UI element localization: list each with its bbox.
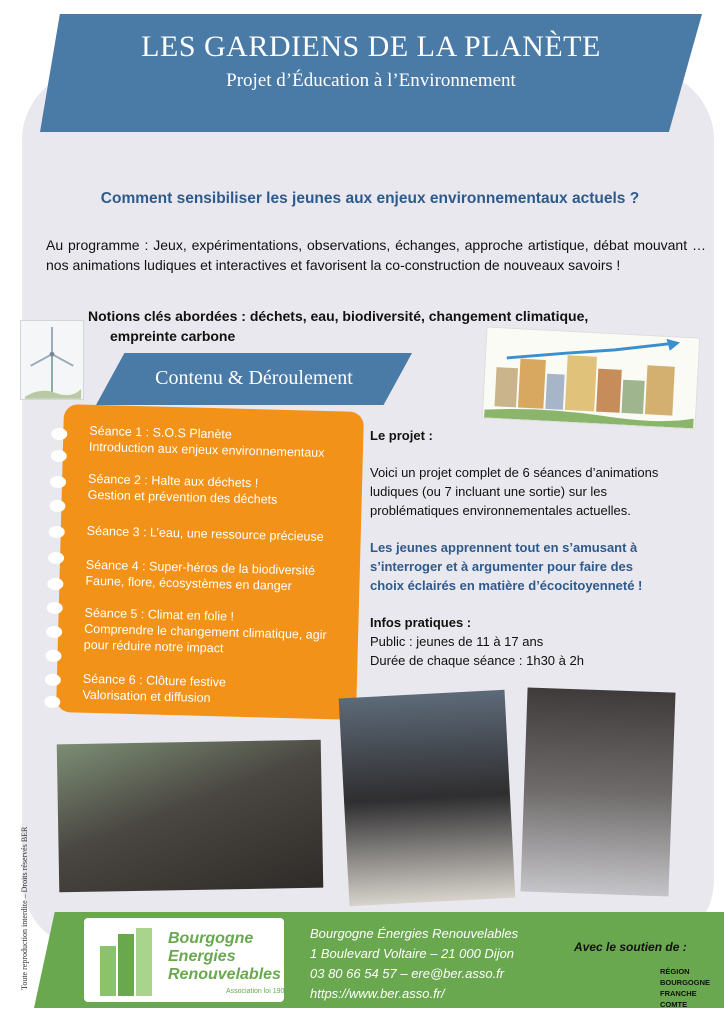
project-info bbox=[370, 426, 670, 670]
session-title: Séance 5 : Climat en folie ! bbox=[84, 605, 235, 624]
session-title: Séance 3 : L’eau, une ressource précieuse bbox=[86, 523, 324, 544]
group-photo bbox=[57, 740, 324, 893]
region-line: COMTE bbox=[660, 1000, 688, 1009]
project-label: Le projet : bbox=[370, 428, 433, 443]
notebook-ring bbox=[50, 476, 66, 488]
sessions-notebook bbox=[56, 404, 364, 720]
session-desc: Comprendre le changement climatique, agir pour réduire notre impact bbox=[83, 621, 327, 656]
experiment-photo bbox=[339, 690, 516, 906]
region-line: RÉGION bbox=[660, 967, 690, 976]
session-title: Séance 1 : S.O.S Planète bbox=[89, 423, 232, 442]
logo-text-line3: Renouvelables bbox=[168, 966, 281, 983]
contact-block bbox=[310, 924, 560, 1004]
public-info: Public : jeunes de 11 à 17 ans bbox=[370, 634, 544, 649]
website-link[interactable]: https://www.ber.asso.fr/ bbox=[310, 986, 445, 1001]
lab-equipment-photo bbox=[520, 687, 675, 896]
city-illustration bbox=[482, 326, 701, 429]
rights-notice: Toute reproduction interdite – Droits réservés BER bbox=[20, 826, 29, 990]
session-item bbox=[89, 423, 358, 462]
notebook-ring bbox=[48, 552, 64, 564]
support-label: Avec le soutien de : bbox=[574, 940, 687, 954]
session-desc: Introduction aux enjeux environnementaux bbox=[88, 439, 325, 460]
notebook-ring bbox=[51, 450, 67, 462]
address: 1 Boulevard Voltaire – 21 000 Dijon bbox=[310, 946, 515, 961]
session-desc: Faune, flore, écosystèmes en danger bbox=[85, 573, 292, 594]
session-item bbox=[88, 471, 357, 510]
project-description: Voici un projet complet de 6 séances d’animations ludiques (ou 7 incluant une sortie) sur les problématiques environnementales actuelles. bbox=[370, 465, 659, 518]
session-title: Séance 4 : Super-héros de la biodiversité bbox=[85, 557, 316, 578]
project-highlight: Les jeunes apprennent tout en s’amusant à s’interroger et à argumenter pour faire des choix éclairés en matière d’écocitoyenneté ! bbox=[370, 540, 643, 593]
notebook-ring bbox=[45, 650, 61, 662]
session-title: Séance 6 : Clôture festive bbox=[82, 671, 227, 690]
duration-info: Durée de chaque séance : 1h30 à 2h bbox=[370, 653, 584, 668]
page-subtitle: Projet d’Éducation à l’Environnement bbox=[226, 70, 516, 91]
ber-logo-mark bbox=[96, 926, 158, 998]
infos-label: Infos pratiques : bbox=[370, 615, 472, 630]
notebook-ring bbox=[51, 428, 67, 440]
phone-email[interactable]: 03 80 66 54 57 – ere@ber.asso.fr bbox=[310, 966, 505, 981]
intro-question: Comment sensibiliser les jeunes aux enjeux environnementaux actuels ? bbox=[100, 190, 640, 207]
notebook-ring bbox=[47, 602, 63, 614]
session-item bbox=[87, 523, 355, 546]
section-heading: Contenu & Déroulement bbox=[155, 367, 353, 389]
notebook-ring bbox=[47, 578, 63, 590]
session-desc: Valorisation et diffusion bbox=[82, 687, 211, 706]
org-name: Bourgogne Énergies Renouvelables bbox=[310, 926, 519, 941]
notebook-ring bbox=[49, 526, 65, 538]
notebook-ring bbox=[45, 674, 61, 686]
session-title: Séance 2 : Halte aux déchets ! bbox=[87, 471, 259, 491]
key-notions-line1: Notions clés abordées : déchets, eau, biodiversité, changement climatique, bbox=[88, 308, 589, 324]
notebook-ring bbox=[49, 500, 65, 512]
region-line: BOURGOGNE bbox=[660, 978, 711, 987]
session-item bbox=[82, 671, 351, 710]
session-desc: Gestion et prévention des déchets bbox=[87, 487, 278, 507]
region-line: FRANCHE bbox=[660, 989, 697, 998]
logo-text-line1: Bourgogne bbox=[168, 930, 254, 947]
session-item bbox=[85, 557, 354, 596]
session-item bbox=[84, 605, 353, 660]
notebook-ring bbox=[44, 696, 60, 708]
notebook-ring bbox=[46, 626, 62, 638]
region-logo bbox=[660, 966, 720, 1010]
program-text: Au programme : Jeux, expérimentations, observations, échanges, approche artistique, débat mouvant … nos animations ludiques et interactives et favorisent la co-construction de nouveaux savoirs ! bbox=[46, 237, 706, 273]
wind-turbine-illustration bbox=[20, 320, 84, 400]
key-notions-line2: empreinte carbone bbox=[110, 328, 236, 344]
logo-subtitle: Association loi 1901 bbox=[226, 988, 289, 995]
logo-text-line2: Energies bbox=[168, 948, 236, 965]
page-title: LES GARDIENS DE LA PLANÈTE bbox=[141, 30, 601, 63]
